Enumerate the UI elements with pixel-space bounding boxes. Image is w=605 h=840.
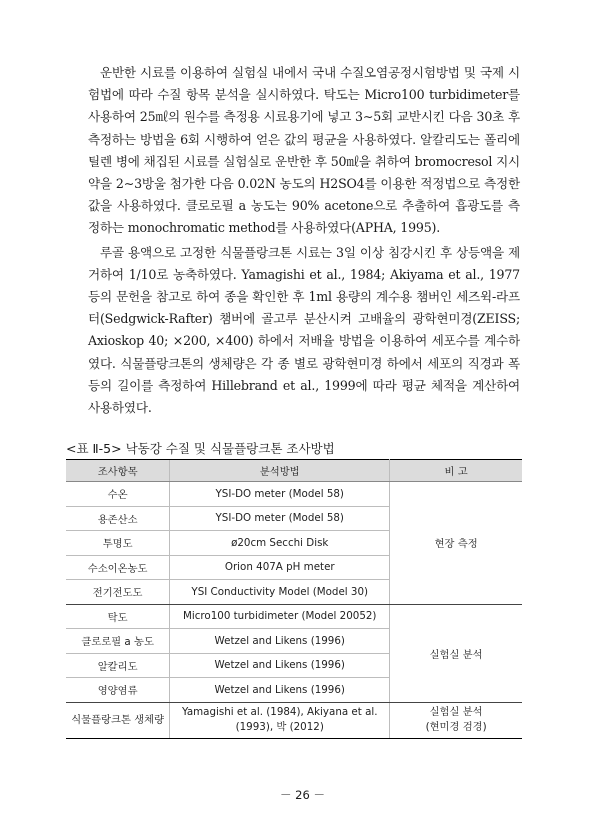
- table-header-row: [66, 460, 522, 482]
- paragraph-phytoplankton: 루골 용액으로 고정한 식물플랑크톤 시료는 3일 이상 침강시킨 후 상등액을 제거하여 1/10로 농축하였다. Yamagishi et al., 1984; Akiyama et al., 1977 등의 문헌을 참고로 하여 종을 확인한 후 1ml 용량의 계수용 챔버인 세즈윅-라프터(Sedgwick-Rafter) 챔버에 골고루 분산시켜 고배율의 광학현미경(ZEISS; Axioskop 40; ×200, ×400) 하에서 저배율 방법을 이용하여 세포수를 계수하였다. 식물플랑크톤의 생체량은 각 종 별로 광학현미경 하에서 세포의 직경과 폭 등의 길이를 측정하여 Hillebrand et al., 1999에 따라 평균 체적을 계산하여 사용하였다.: [88, 244, 520, 416]
- row-item: 수온: [66, 482, 170, 507]
- row-method: Micro100 turbidimeter (Model 20052): [170, 604, 390, 629]
- row-item: 투명도: [66, 531, 170, 556]
- row-method: Wetzel and Likens (1996): [170, 678, 390, 703]
- table-caption: <표 Ⅱ-5> 낙동강 수질 및 식물플랑크톤 조사방법: [66, 441, 335, 456]
- remark-field: 현장 측정: [390, 482, 522, 605]
- row-method: YSI-DO meter (Model 58): [170, 506, 390, 531]
- page-number: － 26 －: [280, 788, 325, 802]
- row-item: 클로로필 a 농도: [66, 629, 170, 654]
- header-item: 조사항목: [66, 460, 170, 482]
- row-item: 영양염류: [66, 678, 170, 703]
- row-method: Orion 407A pH meter: [170, 555, 390, 580]
- row-item: 용존산소: [66, 506, 170, 531]
- header-method: 분석방법: [170, 460, 390, 482]
- body-text: [88, 62, 520, 419]
- row-item: 식물플랑크톤 생체량: [66, 702, 170, 738]
- table-row: [66, 604, 522, 629]
- row-item: 전기전도도: [66, 580, 170, 605]
- row-item: 알칼리도: [66, 653, 170, 678]
- header-remark: 비 고: [390, 460, 522, 482]
- row-method: YSI Conductivity Model (Model 30): [170, 580, 390, 605]
- table-row: [66, 702, 522, 738]
- row-method: Yamagishi et al. (1984), Akiyana et al. (1993), 박 (2012): [170, 702, 390, 738]
- row-method: Wetzel and Likens (1996): [170, 653, 390, 678]
- remark-lab-microscope: [390, 702, 522, 738]
- row-method: YSI-DO meter (Model 58): [170, 482, 390, 507]
- row-method: ø20cm Secchi Disk: [170, 531, 390, 556]
- table-row: [66, 482, 522, 507]
- remark-lab-microscope-line1: 실험실 분석: [429, 706, 483, 718]
- row-method: Wetzel and Likens (1996): [170, 629, 390, 654]
- paragraph-water-analysis: 운반한 시료를 이용하여 실험실 내에서 국내 수질오염공정시험방법 및 국제 시험법에 따라 수질 항목 분석을 실시하였다. 탁도는 Micro100 turbidimeter를 사용하여 25㎖의 원수를 측정용 시료용기에 넣고 3∼5회 교반시킨 다음 30초 후 측정하는 방법을 6회 시행하여 얻은 값의 평균을 사용하였다. 알칼리도는 폴리에틸렌 병에 채집된 시료를 실험실로 운반한 후 50㎖을 취하여 bromocresol 지시약을 2∼3방울 첨가한 다음 0.02N 농도의 H2SO4를 이용한 적정법으로 측정한 값을 사용하였다. 클로로필 a 농도는 90% acetone으로 추출하여 흡광도를 측정하는 monochromatic method를 사용하였다(APHA, 1995).: [88, 65, 520, 236]
- remark-lab-microscope-line2: (현미경 검경): [425, 721, 487, 733]
- row-item: 탁도: [66, 604, 170, 629]
- survey-method-table: [66, 459, 522, 739]
- row-item: 수소이온농도: [66, 555, 170, 580]
- remark-lab: 실험실 분석: [390, 604, 522, 702]
